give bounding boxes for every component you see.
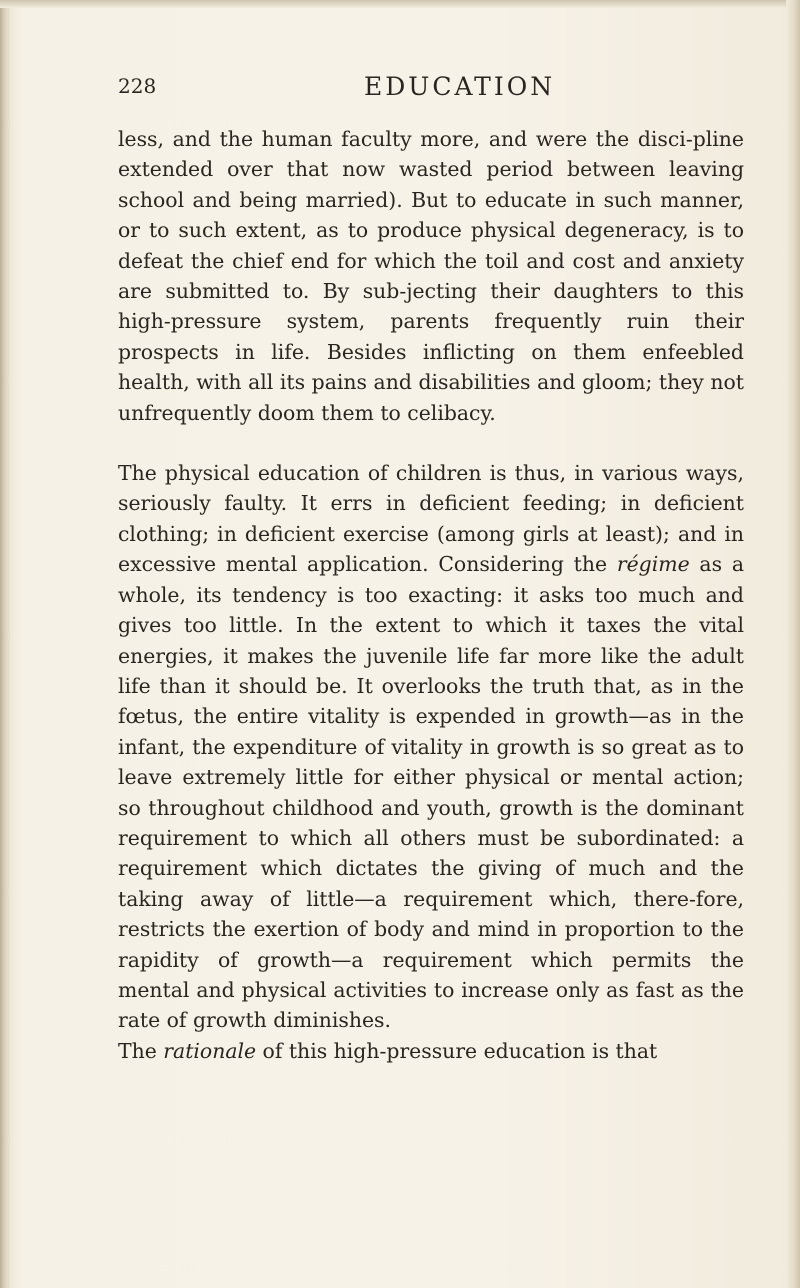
page-top-edge (0, 0, 800, 8)
paragraph-rationale (118, 1036, 744, 1066)
italic-term-rationale: rationale (163, 1038, 257, 1063)
italic-term-regime: régime (616, 552, 690, 577)
paragraph-continuation: less, and the human faculty more, and were the disci-pline extended over that now wasted period between leaving school and being married). But to educate in such manner, or to such extent, as to produce physical degeneracy, is to defeat the chief end for which the toil and cost and anxiety are submitted to. By sub-jecting their daughters to this high-pressure system, parents frequently ruin their prospects in life. Besides inflicting on them enfeebled health, with all its pains and disabilities and gloom; they not unfrequently doom them to celibacy. (118, 127, 744, 425)
page-number: 228 (118, 74, 157, 98)
paragraph-text: The physical education of children is thus, in various ways, seriously faulty. It errs in deficient feeding; in deficient clothing; in deficient exercise (among girls at least); and in excessive mental application. Considering the (118, 461, 744, 577)
paragraph-text: of this high-pressure education is that (256, 1038, 658, 1063)
paragraph-physical-education (118, 458, 744, 1036)
page-left-edge (0, 0, 10, 1288)
paragraph-text: as a whole, its tendency is too exacting: it asks too much and gives too little. In the extent to which it taxes the vital energies, it makes the juvenile life far more like the adult life than it should be. It overlooks the truth that, as in the fœtus, the entire vitality is expended in growth—as in the infant, the expenditure of vitality in growth is so great as to leave extremely little for either physical or mental action; so throughout childhood and youth, growth is the dominant requirement to which all others must be subordinated: a requirement which dictates the giving of much and the taking away of little—a requirement which, there-fore, restricts the exertion of body and mind in proportion to the rapidity of growth—a requirement which permits the mental and physical activities to increase only as fast as the rate of growth diminishes. (118, 552, 744, 1033)
running-head: EDUCATION (364, 72, 556, 101)
page-header (118, 66, 740, 106)
page-right-edge (786, 0, 800, 1288)
paragraph-text: The (118, 1038, 164, 1063)
body-text (118, 124, 744, 1066)
